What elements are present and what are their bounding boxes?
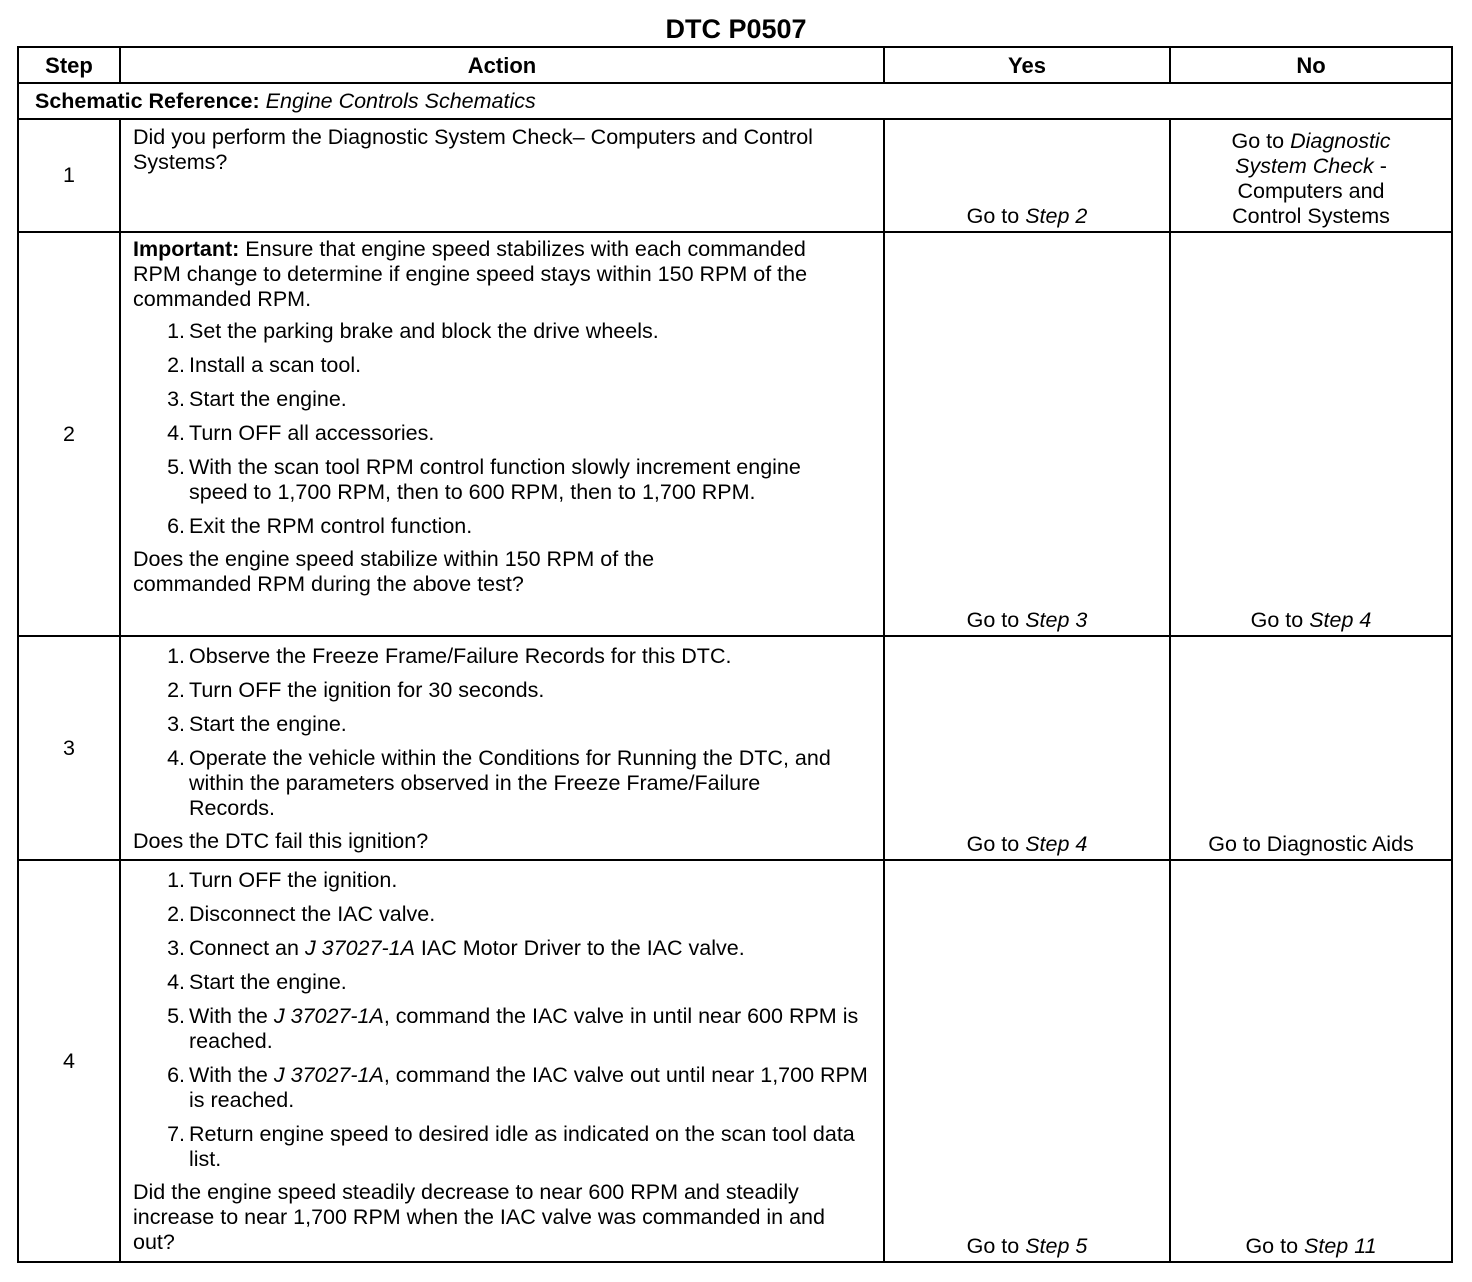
column-header-no: No xyxy=(1170,47,1452,83)
list-item: 5. With the J 37027-1A, command the IAC valve in until near 600 RPM is reached. xyxy=(167,1004,859,1053)
step-number: 1 xyxy=(18,119,120,232)
list-item: 2. Disconnect the IAC valve. xyxy=(167,902,436,926)
list-item: 3. Start the engine. xyxy=(167,387,347,411)
no-link[interactable]: Step 4 xyxy=(1309,608,1372,632)
action-cell xyxy=(120,232,884,636)
yes-cell: Go to Step 4 xyxy=(884,636,1170,860)
yes-link[interactable]: Step 3 xyxy=(1025,608,1088,632)
list-item: 2. Install a scan tool. xyxy=(167,353,362,377)
no-link[interactable]: Go to Diagnostic Aids xyxy=(1208,832,1414,856)
schematic-reference-link[interactable]: Engine Controls Schematics xyxy=(265,88,536,113)
list-item: 2. Turn OFF the ignition for 30 seconds. xyxy=(167,678,545,702)
action-question: Does the DTC fail this ignition? xyxy=(133,829,429,853)
list-item: 1. Turn OFF the ignition. xyxy=(167,868,398,892)
yes-cell: Go to Step 5 xyxy=(884,860,1170,1262)
diagnostic-table xyxy=(17,46,1453,1263)
table-row xyxy=(18,636,1452,860)
table-row xyxy=(18,119,1452,232)
yes-cell xyxy=(884,119,1170,232)
no-cell: Go to Step 11 xyxy=(1170,860,1452,1262)
yes-prefix: Go to xyxy=(966,204,1026,228)
list-item: 5. With the scan tool RPM control function slowly increment engine speed to 1,700 RPM, then to 600 RPM, then to 1,700 RPM. xyxy=(167,455,801,504)
list-item: 3. Connect an J 37027-1A IAC Motor Driver to the IAC valve. xyxy=(167,936,745,960)
header-row xyxy=(18,47,1452,83)
schematic-reference-label: Schematic Reference: xyxy=(35,88,260,113)
list-item: 1. Observe the Freeze Frame/Failure Records for this DTC. xyxy=(167,644,732,668)
list-item: 4. Operate the vehicle within the Conditions for Running the DTC, and within the parameters observed in the Freeze Frame/Failure Records. xyxy=(167,746,831,820)
action-list xyxy=(133,319,871,539)
table-row xyxy=(18,232,1452,636)
action-question: Did the engine speed steadily decrease to near 600 RPM and steadily increase to near 1,700 RPM when the IAC valve was commanded in and out? xyxy=(133,1180,825,1254)
step-number: 3 xyxy=(18,636,120,860)
list-item: 6. With the J 37027-1A, command the IAC valve out until near 1,700 RPM is reached. xyxy=(167,1063,868,1112)
action-cell xyxy=(120,860,884,1262)
important-note xyxy=(133,237,833,312)
document-title: DTC P0507 xyxy=(665,14,807,44)
no-cell[interactable] xyxy=(1170,636,1452,860)
yes-link[interactable]: Step 4 xyxy=(1025,832,1088,856)
no-cell: Go to Step 4 xyxy=(1170,232,1452,636)
no-suffix: - Computers and Control Systems xyxy=(1232,154,1390,228)
no-link[interactable]: Diagnostic System Check xyxy=(1235,129,1391,178)
list-item: 6. Exit the RPM control function. xyxy=(167,514,473,538)
step-number: 4 xyxy=(18,860,120,1262)
action-list xyxy=(133,868,871,1172)
list-item: 1. Set the parking brake and block the drive wheels. xyxy=(167,319,659,343)
list-item: 4. Turn OFF all accessories. xyxy=(167,421,435,445)
yes-cell: Go to Step 3 xyxy=(884,232,1170,636)
column-header-action: Action xyxy=(120,47,884,83)
list-item: 4. Start the engine. xyxy=(167,970,347,994)
schematic-reference-row xyxy=(18,83,1452,119)
action-question: Does the engine speed stabilize within 150 RPM of the commanded RPM during the above test? xyxy=(133,547,655,596)
column-header-yes: Yes xyxy=(884,47,1170,83)
no-prefix: Go to xyxy=(1231,129,1291,153)
tool-reference: J 37027-1A xyxy=(304,936,415,960)
tool-reference: J 37027-1A xyxy=(273,1004,384,1028)
no-link[interactable]: Step 11 xyxy=(1304,1234,1377,1258)
action-question: Did you perform the Diagnostic System Check– Computers and Control Systems? xyxy=(133,125,813,174)
table-row xyxy=(18,860,1452,1262)
action-cell xyxy=(120,119,884,232)
yes-link[interactable]: Step 5 xyxy=(1025,1234,1088,1258)
important-label: Important: xyxy=(133,237,240,261)
schematic-reference xyxy=(18,83,1452,119)
list-item: 7. Return engine speed to desired idle as indicated on the scan tool data list. xyxy=(167,1122,855,1171)
action-cell xyxy=(120,636,884,860)
tool-reference: J 37027-1A xyxy=(273,1063,384,1087)
important-text: Ensure that engine speed stabilizes with each commanded RPM change to determine if engine speed stays within 150 RPM of the commanded RPM. xyxy=(133,237,808,311)
column-header-step: Step xyxy=(18,47,120,83)
action-list xyxy=(133,644,871,821)
yes-link[interactable]: Step 2 xyxy=(1025,204,1088,228)
no-cell xyxy=(1170,119,1452,232)
list-item: 3. Start the engine. xyxy=(167,712,347,736)
step-number: 2 xyxy=(18,232,120,636)
